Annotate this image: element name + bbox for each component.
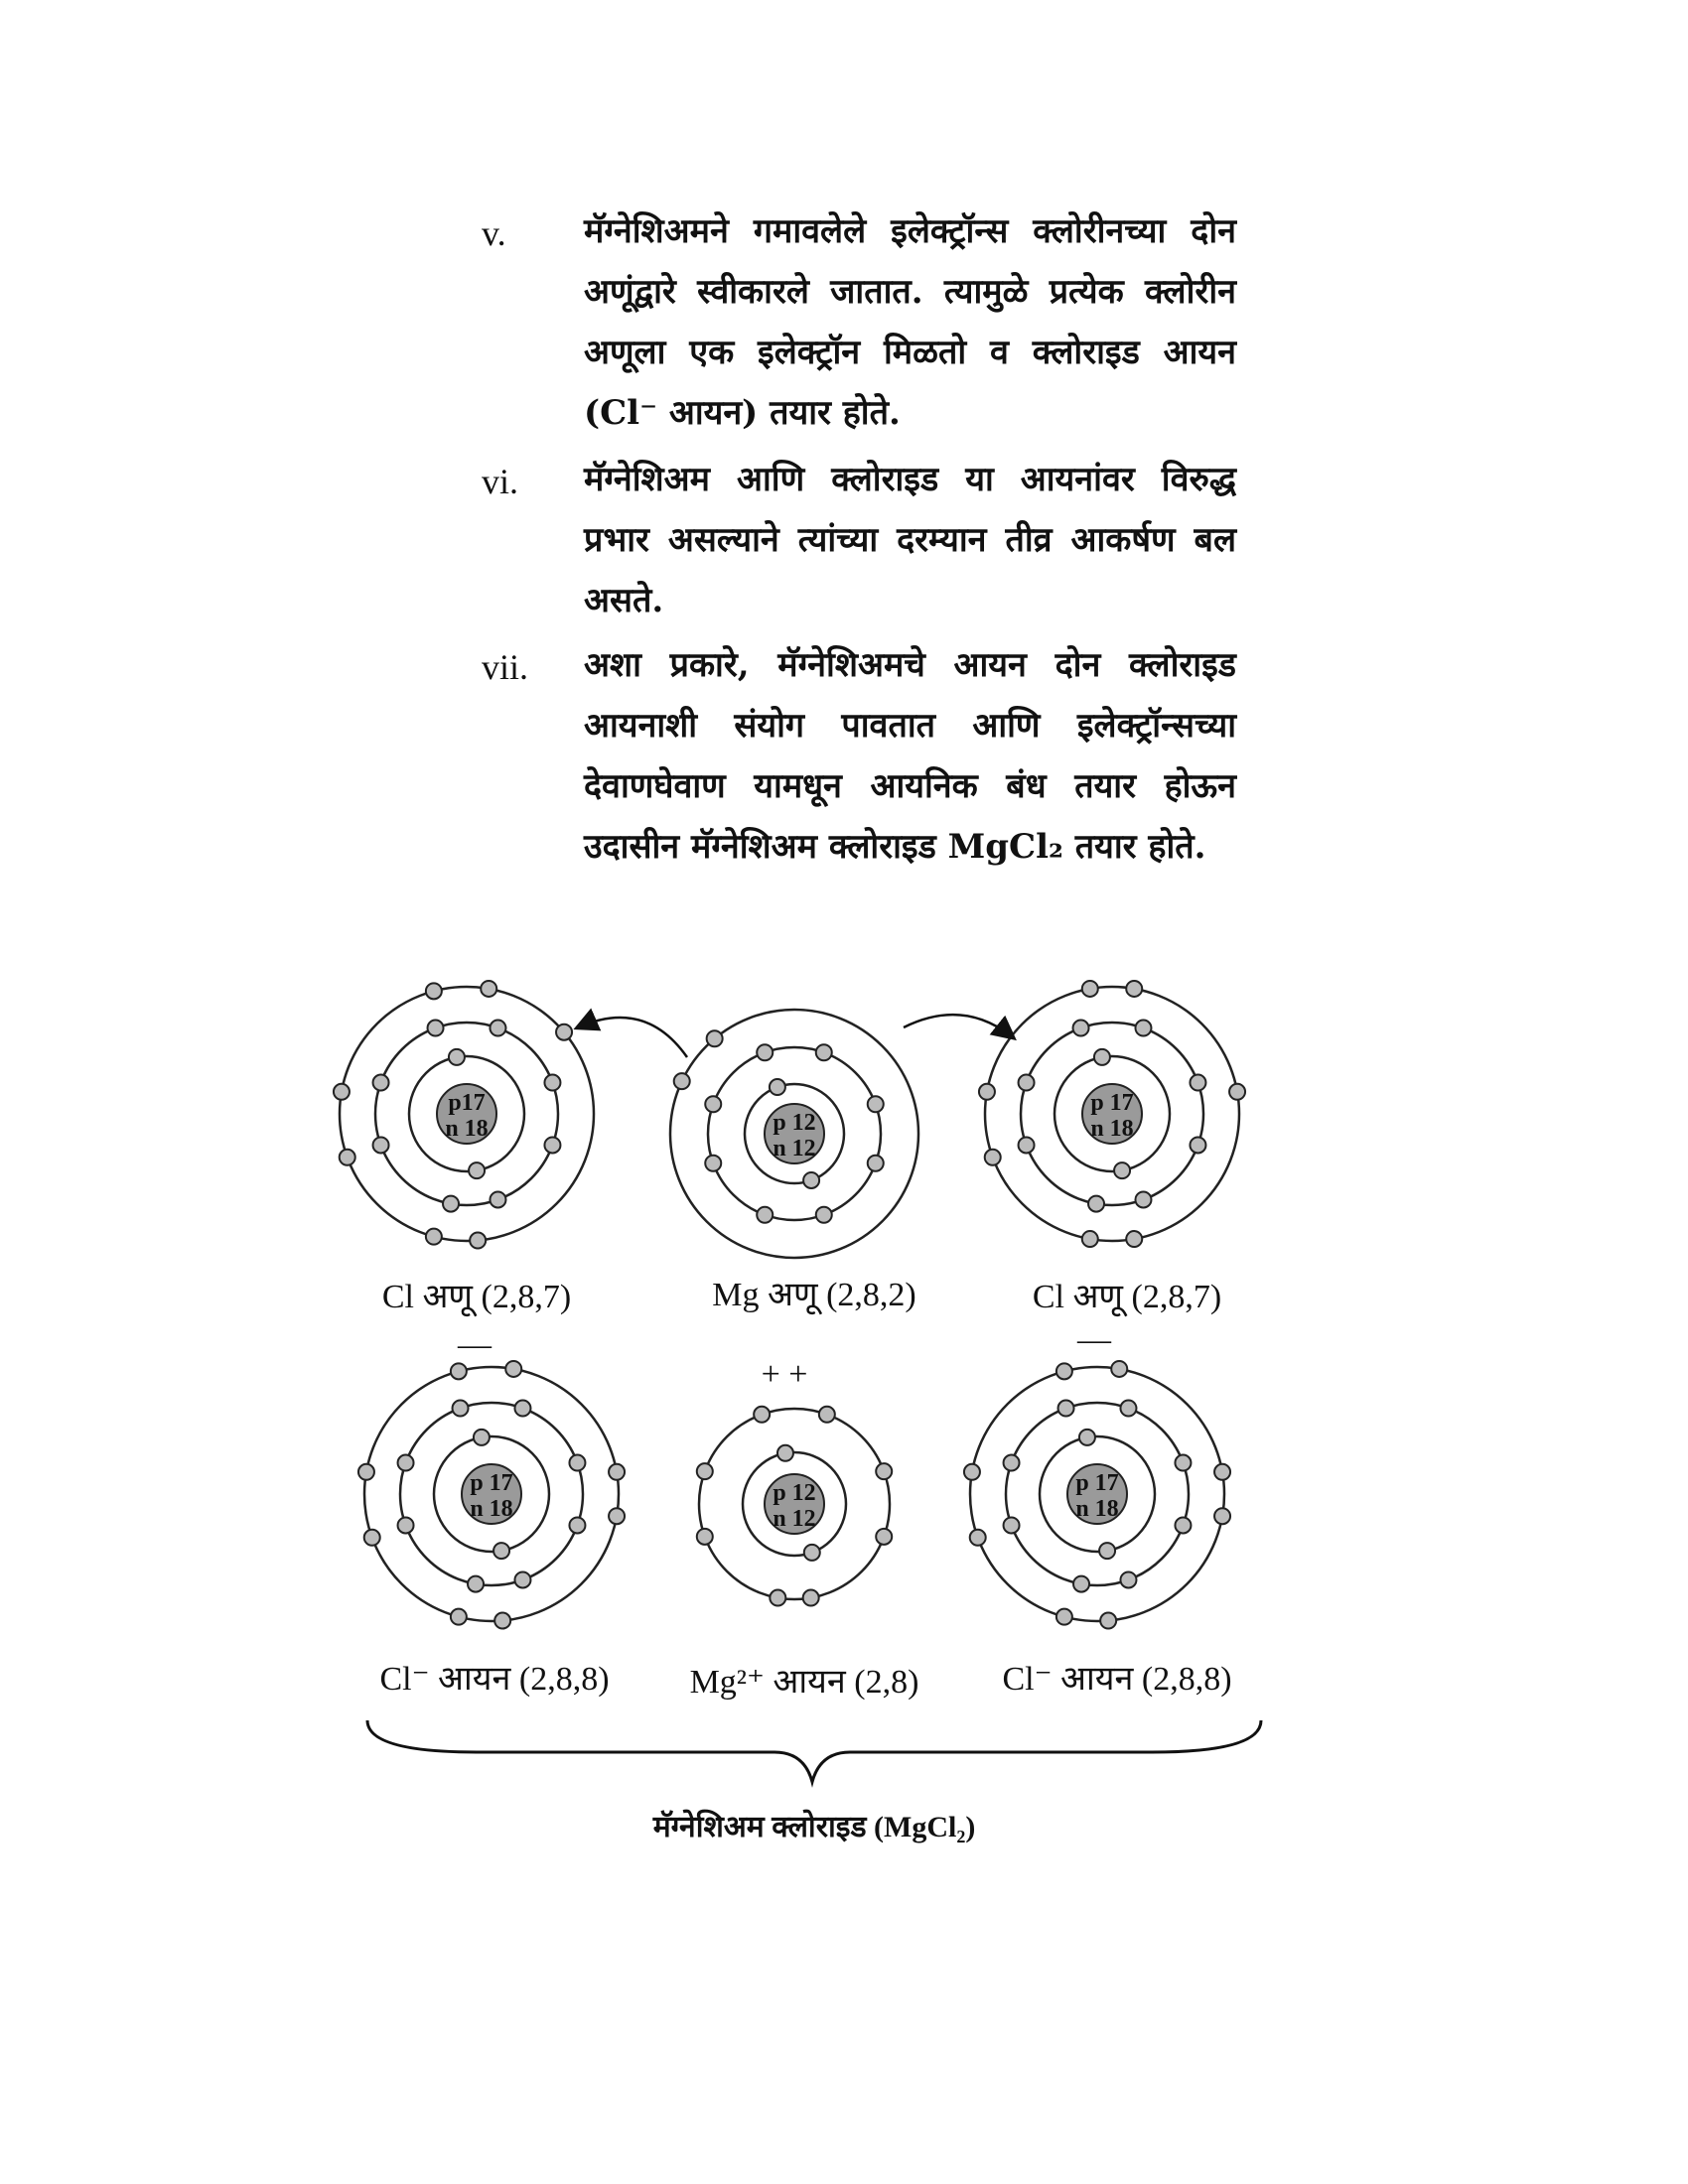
electron (514, 1571, 530, 1587)
electron (373, 1075, 389, 1091)
electron (451, 1363, 467, 1379)
electron (505, 1361, 521, 1377)
item-number: vi. (482, 462, 519, 501)
electron (1019, 1075, 1035, 1091)
electron (804, 1545, 820, 1561)
electron (1082, 981, 1098, 997)
electron (428, 1021, 444, 1036)
neutron-count: n 18 (1075, 1496, 1119, 1522)
electron (1229, 1084, 1245, 1100)
electron (340, 1150, 355, 1165)
item-text: अशा प्रकारे, मॅग्नेशिअमचे आयन दोन क्लोराइड आयनाशी संयोग पावतात आणि इलेक्ट्रॉन्सच्या देवाणघेवाण यामधून आयनिक बंध तयार होऊन उदासीन मॅग्नेशिअम क्लोराइड MgCl₂ तयार होते. (584, 645, 1236, 867)
electron (449, 1049, 465, 1065)
electron (556, 1024, 572, 1040)
proton-count: p 12 (773, 1110, 816, 1136)
electron (453, 1401, 469, 1417)
electron (697, 1463, 713, 1479)
electron (1126, 1231, 1142, 1247)
bohr-model (334, 981, 594, 1249)
electron (1004, 1517, 1020, 1533)
electron (470, 1233, 486, 1249)
bohr-model (670, 1010, 918, 1258)
electron (1056, 1609, 1072, 1625)
electron (443, 1196, 459, 1212)
electron (1058, 1401, 1074, 1417)
item-number: v. (482, 213, 506, 253)
electron (426, 1229, 442, 1245)
electron (1073, 1021, 1089, 1036)
electron (490, 1191, 505, 1207)
neutron-count: n 18 (470, 1496, 513, 1522)
electron (1111, 1361, 1127, 1377)
electron (770, 1079, 785, 1095)
item-text: मॅग्नेशिअम आणि क्लोराइड या आयनांवर विरुद्ध प्रभार असल्याने त्यांच्या दरम्यान तीव्र आकर्षण बल असते. (584, 460, 1236, 620)
electron (468, 1576, 484, 1592)
ion-label-cl: Cl⁻ आयन (2,8,8) (1002, 1661, 1232, 1698)
electron (469, 1162, 485, 1178)
proton-count: p 17 (470, 1470, 513, 1496)
bohr-model (964, 1361, 1230, 1629)
electron (970, 1530, 986, 1546)
electron (803, 1172, 819, 1188)
electron (1100, 1613, 1116, 1629)
electron (816, 1044, 832, 1060)
atom-label-cl: Cl अणू (2,8,7) (1032, 1279, 1222, 1315)
electron (1135, 1021, 1151, 1036)
ion-charge-cl: — (1077, 1321, 1111, 1358)
electron (1079, 1430, 1095, 1445)
electron (868, 1156, 884, 1171)
bohr-model (358, 1361, 625, 1629)
electron (373, 1137, 389, 1153)
electron (494, 1613, 510, 1629)
proton-count: p17 (448, 1090, 486, 1116)
electron (816, 1207, 832, 1223)
electron (493, 1543, 509, 1559)
atom-label-mg: Mg अणू (2,8,2) (712, 1277, 916, 1313)
electron (398, 1455, 414, 1471)
diagram-caption: मॅग्नेशिअम क्लोराइड (MgCl₂) (652, 1811, 976, 1843)
electron (1120, 1401, 1136, 1417)
electron (754, 1407, 770, 1423)
proton-count: p 17 (1075, 1470, 1119, 1496)
electron (481, 981, 496, 997)
electron (490, 1021, 505, 1036)
item-text: मॅग्नेशिअमने गमावलेले इलेक्ट्रॉन्स क्लोरीनच्या दोन अणूंद्वारे स्वीकारले जातात. त्यामुळे प्रत्येक क्लोरीन अणूला एक इलेक्ट्रॉन मिळतो व क्लोराइड आयन (Cl⁻ आयन) तयार होते. (584, 211, 1236, 433)
electron (1099, 1543, 1115, 1559)
electron (1190, 1075, 1205, 1091)
electron (1175, 1455, 1191, 1471)
electron (569, 1517, 585, 1533)
electron (868, 1096, 884, 1112)
electron (1094, 1049, 1110, 1065)
electron (398, 1517, 414, 1533)
ionic-bond-diagram (328, 958, 1281, 1851)
electron (1082, 1231, 1098, 1247)
electron (1114, 1162, 1130, 1178)
proton-count: p 17 (1090, 1090, 1134, 1116)
brace (367, 1720, 1261, 1782)
electron (770, 1590, 785, 1606)
electron (757, 1207, 773, 1223)
electron (544, 1137, 560, 1153)
electron (609, 1508, 625, 1524)
bohr-model (979, 981, 1245, 1247)
electron (426, 983, 442, 999)
electron (1004, 1455, 1020, 1471)
ion-charge-mg: + + (761, 1356, 808, 1393)
electron (609, 1464, 625, 1480)
ion-label-mg: Mg²⁺ आयन (2,8) (689, 1664, 919, 1701)
electron (757, 1044, 773, 1060)
electron (364, 1530, 380, 1546)
electron (358, 1464, 374, 1480)
electron (985, 1150, 1001, 1165)
electron (451, 1609, 467, 1625)
electron (964, 1464, 980, 1480)
electron (569, 1455, 585, 1471)
atoms-row (334, 981, 1245, 1258)
transfer-arrows (578, 1015, 1013, 1057)
electron (1056, 1363, 1072, 1379)
electron (1120, 1571, 1136, 1587)
electron (707, 1030, 723, 1046)
bohr-model (697, 1407, 892, 1606)
electron (1214, 1464, 1230, 1480)
neutron-count: n 12 (773, 1506, 816, 1532)
neutron-count: n 18 (1090, 1116, 1134, 1142)
electron (334, 1084, 350, 1100)
proton-count: p 12 (773, 1480, 816, 1506)
electron (777, 1445, 793, 1461)
electron (705, 1096, 721, 1112)
ion-label-cl: Cl⁻ आयन (2,8,8) (379, 1661, 610, 1698)
electron (1073, 1576, 1089, 1592)
electron (979, 1084, 995, 1100)
electron (705, 1156, 721, 1171)
ions-row (358, 1361, 1230, 1629)
electron (514, 1401, 530, 1417)
electron (1126, 981, 1142, 997)
atom-label-cl: Cl अणू (2,8,7) (381, 1279, 572, 1315)
item-number: vii. (482, 647, 529, 687)
electron (544, 1075, 560, 1091)
electron (876, 1529, 892, 1545)
ion-charge-cl: — (458, 1326, 492, 1363)
electron (1088, 1196, 1104, 1212)
electron (1190, 1137, 1205, 1153)
electron (1019, 1137, 1035, 1153)
electron (474, 1430, 490, 1445)
neutron-count: n 12 (773, 1136, 816, 1161)
electron (674, 1073, 690, 1089)
transfer-arrow-right (904, 1015, 1013, 1037)
electron (1214, 1508, 1230, 1524)
electron (697, 1529, 713, 1545)
transfer-arrow-left (578, 1018, 687, 1057)
electron (1175, 1517, 1191, 1533)
electron (876, 1463, 892, 1479)
electron (803, 1590, 819, 1606)
neutron-count: n 18 (445, 1116, 489, 1142)
electron (819, 1407, 835, 1423)
electron (1135, 1191, 1151, 1207)
